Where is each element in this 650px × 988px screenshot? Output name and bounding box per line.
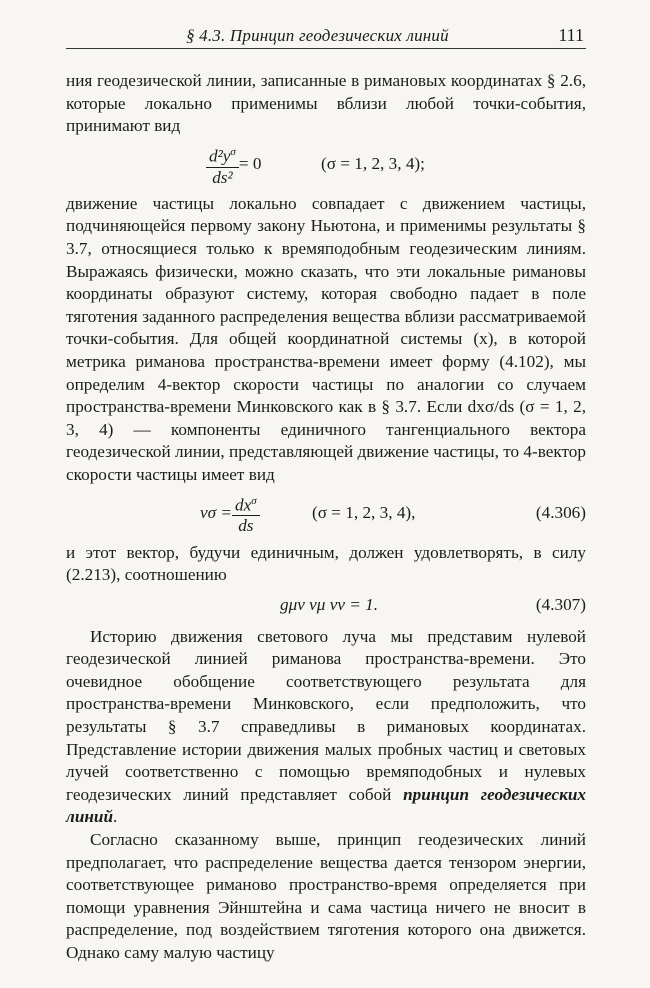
header-title: § 4.3. Принцип геодезических линий bbox=[186, 26, 449, 45]
equation-4307 bbox=[66, 589, 586, 623]
eq2-condition: (σ = 1, 2, 3, 4), bbox=[312, 503, 416, 523]
fraction-d2y-ds2: $\frac{d^2y^\sigma}{\text{ds²}}$ bbox=[206, 142, 239, 188]
paragraph-3: и этот вектор, будучи единичным, должен удовлетворять, в силу (2.213), соотношению bbox=[66, 542, 586, 585]
eq3-expression: gμν vμ vν = 1. bbox=[280, 595, 379, 615]
page-body bbox=[66, 70, 586, 965]
equation-number-4306: (4.306) bbox=[535, 503, 586, 523]
paragraph-4: Историю движения светового луча мы представим нулевой геодезической линией риманова пространства-времени. Это очевидное обобщение соответствующего результата для пространства-времени Минковского, если предположить, что результаты § 3.7 справедливы в римановых координатах. Представление истории движения малых пробных частиц и световых лучей соответственно с помощью времяподобных и нулевых геодезических линий представляет собой принцип геодезических линий. bbox=[66, 626, 586, 827]
fraction-dx-ds: $\frac{dx^\sigma}{ds}$ bbox=[232, 491, 260, 537]
page-number: 111 bbox=[558, 25, 584, 45]
equation-geodesic-local bbox=[66, 140, 586, 190]
emphasized-term: принцип геодезических линий bbox=[66, 784, 586, 827]
eq1-condition: (σ = 1, 2, 3, 4); bbox=[321, 154, 425, 174]
equation-number-4307: (4.307) bbox=[535, 595, 586, 615]
running-header bbox=[66, 22, 586, 49]
paragraph-2: движение частицы локально совпадает с движением частицы, подчиняющейся первому закону Ньютона, и применимы результаты § 3.7, относящиеся только к времяподобным геодезическим линиям. Выражаясь физически, можно сказать, что эти локальные римановы координаты образуют систему, которая свободно падает в поле тяготения заданного распределения вещества вблизи рассматриваемой точки-события. Для общей координатной системы (x), в которой метрика риманова пространства-времени имеет форму (4.102), мы определим 4-вектор скорости частицы по аналогии со случаем пространства-времени Минковского как в § 3.7. Если dxσ/ds (σ = 1, 2, 3, 4) — компоненты единичного тангенциального вектора геодезической линии, представляющей движение частицы, то 4-вектор скорости частицы имеет вид bbox=[66, 193, 586, 484]
paragraph-1: ния геодезической линии, записанные в римановых координатах § 2.6, которые локально применимы вблизи любой точки-события, принимают вид bbox=[66, 71, 586, 136]
eq1-rhs: = 0 bbox=[238, 154, 262, 174]
equation-4306: vσ = $\frac{dx^\sigma}{ds}$ (σ = 1, 2, 3, 4), (4.306) bbox=[66, 489, 586, 539]
paragraph-5: Согласно сказанному выше, принцип геодезических линий предполагает, что распределение вещества дается тензором энергии, соответствующее риманово пространство-время определяется при помощи уравнения Эйнштейна и сама частица ничего не вносит в распределение, под воздействием тяготения которого она движется. Однако саму малую частицу bbox=[66, 830, 586, 962]
